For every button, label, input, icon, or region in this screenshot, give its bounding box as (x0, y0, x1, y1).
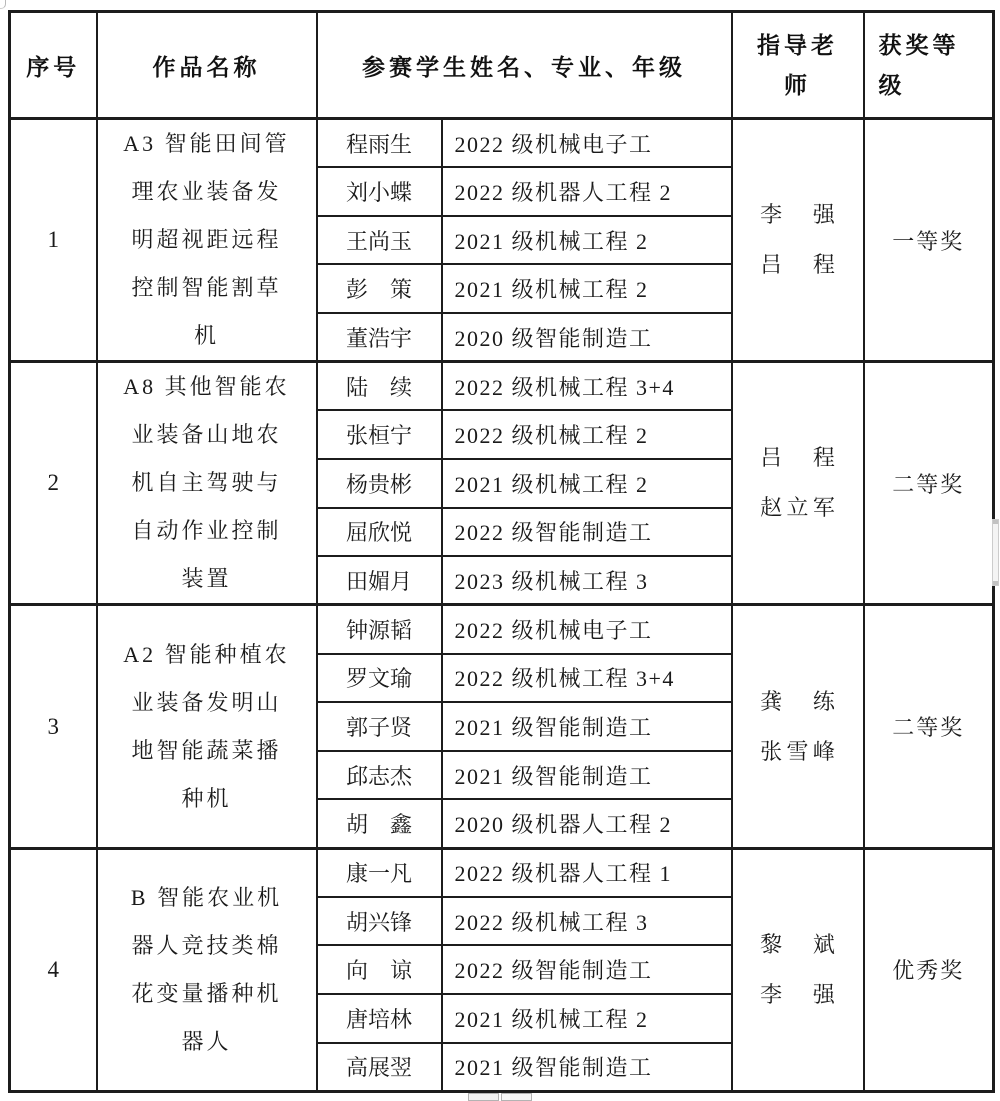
header-students-label: 参赛学生姓名、专业、年级 (362, 53, 686, 80)
award-cell: 二等奖 (864, 605, 994, 848)
group-4 (10, 848, 994, 1091)
student-program-cell: 2022 级机器人工程 1 (442, 848, 732, 897)
student-name-cell (317, 1043, 442, 1092)
award-cell: 一等奖 (864, 119, 994, 362)
student-name: 康一凡 (346, 861, 413, 887)
student-program-cell: 2022 级机械电子工 (442, 119, 732, 168)
work-title: A8 其他智能农业装备山地农机自主驾驶与自动作业控制装置 (123, 374, 290, 592)
student-name: 刘小蝶 (346, 179, 413, 205)
teacher-name: 吕程 (760, 445, 835, 471)
student-name-cell (317, 605, 442, 654)
student-name: 胡鑫 (346, 812, 412, 838)
student-program-cell: 2021 级智能制造工 (442, 702, 732, 751)
student-name: 彭策 (346, 277, 412, 303)
table-row (10, 119, 994, 168)
student-program-cell: 2021 级机械工程 2 (442, 216, 732, 265)
student-program-cell: 2020 级智能制造工 (442, 313, 732, 362)
teachers-cell (732, 362, 864, 605)
award-cell: 优秀奖 (864, 848, 994, 1091)
student-name-cell (317, 410, 442, 459)
student-name: 钟源韬 (346, 617, 413, 643)
teacher-name: 吕程 (760, 252, 835, 278)
page-corner-artifact (0, 0, 6, 9)
student-program-cell: 2022 级机械电子工 (442, 605, 732, 654)
student-name-cell (317, 556, 442, 605)
student-name: 董浩宇 (346, 325, 413, 351)
header-row (10, 12, 994, 119)
student-name-cell (317, 264, 442, 313)
student-name: 唐培林 (346, 1006, 413, 1032)
header-award-label: 获奖等级 (878, 32, 960, 98)
student-name: 郭子贤 (346, 715, 413, 740)
student-program-cell: 2022 级机械工程 2 (442, 410, 732, 459)
student-program-cell: 2021 级智能制造工 (442, 1043, 732, 1092)
index-cell: 2 (10, 362, 97, 605)
student-program-cell: 2021 级机械工程 2 (442, 994, 732, 1043)
student-name: 罗文瑜 (346, 666, 413, 692)
bottom-edge-artifact (501, 1093, 532, 1101)
student-name-cell (317, 945, 442, 994)
student-program-cell: 2022 级机械工程 3 (442, 897, 732, 946)
work-title-cell (97, 605, 317, 848)
header-award (864, 12, 994, 119)
work-title: B 智能农业机器人竞技类棉花变量播种机器人 (130, 884, 283, 1054)
index-cell: 1 (10, 119, 97, 362)
student-program-cell: 2022 级机械工程 3+4 (442, 362, 732, 411)
awards-table (8, 10, 995, 1093)
award-cell: 二等奖 (864, 362, 994, 605)
work-title: A3 智能田间管理农业装备发明超视距远程控制智能割草机 (123, 131, 290, 349)
teacher-name: 黎斌 (760, 931, 835, 957)
student-name-cell (317, 848, 442, 897)
student-program-cell: 2022 级智能制造工 (442, 508, 732, 557)
student-name: 田媚月 (346, 568, 413, 594)
header-students (317, 12, 732, 119)
work-title: A2 智能种植农业装备发明山地智能蔬菜播种机 (123, 641, 290, 811)
teacher-name: 李强 (760, 202, 835, 228)
student-program-cell: 2020 级机器人工程 2 (442, 799, 732, 848)
student-name-cell (317, 702, 442, 751)
student-name-cell (317, 216, 442, 265)
work-title-cell (97, 362, 317, 605)
teachers-cell (732, 605, 864, 848)
group-3 (10, 605, 994, 848)
student-name-cell (317, 167, 442, 216)
student-name-cell (317, 508, 442, 557)
index-cell: 3 (10, 605, 97, 848)
student-program-cell: 2021 级机械工程 2 (442, 459, 732, 508)
student-name-cell (317, 799, 442, 848)
teachers-cell (732, 119, 864, 362)
group-2 (10, 362, 994, 605)
student-name: 程雨生 (346, 131, 413, 157)
header-teacher-label: 指导老师 (757, 32, 838, 98)
student-name: 屈欣悦 (346, 520, 413, 546)
table-row (10, 848, 994, 897)
student-name: 邱志杰 (346, 763, 413, 789)
table-row (10, 362, 994, 411)
bottom-edge-artifact (468, 1093, 499, 1101)
student-name: 张桓宁 (346, 423, 413, 449)
student-program-cell: 2022 级机械工程 3+4 (442, 654, 732, 703)
student-program-cell: 2022 级机器人工程 2 (442, 167, 732, 216)
student-name: 王尚玉 (346, 228, 413, 254)
header-index (10, 12, 97, 119)
work-title-cell (97, 848, 317, 1091)
header-work-label: 作品名称 (152, 53, 261, 80)
header-work (97, 12, 317, 119)
header-teacher (732, 12, 864, 119)
student-name: 高展翌 (346, 1055, 413, 1081)
student-name-cell (317, 751, 442, 800)
header-index-label: 序号 (26, 53, 81, 80)
teacher-name: 龚练 (760, 688, 835, 714)
student-program-cell: 2023 级机械工程 3 (442, 556, 732, 605)
teacher-name: 赵立军 (760, 495, 835, 521)
student-name-cell (317, 994, 442, 1043)
teacher-name: 张雪峰 (760, 738, 835, 764)
student-program-cell: 2022 级智能制造工 (442, 945, 732, 994)
student-program-cell: 2021 级机械工程 2 (442, 264, 732, 313)
student-name: 向谅 (346, 958, 412, 984)
student-name: 陆续 (346, 374, 412, 400)
teacher-name: 李强 (760, 981, 835, 1007)
index-cell: 4 (10, 848, 97, 1091)
student-name: 胡兴锋 (346, 909, 413, 935)
student-name-cell (317, 459, 442, 508)
table-row (10, 605, 994, 654)
student-name-cell (317, 119, 442, 168)
scrollbar-fragment[interactable] (992, 519, 999, 586)
work-title-cell (97, 119, 317, 362)
student-name-cell (317, 313, 442, 362)
student-program-cell: 2021 级智能制造工 (442, 751, 732, 800)
teachers-cell (732, 848, 864, 1091)
group-1 (10, 119, 994, 362)
student-name: 杨贵彬 (346, 471, 413, 497)
student-name-cell (317, 654, 442, 703)
student-name-cell (317, 897, 442, 946)
student-name-cell (317, 362, 442, 411)
